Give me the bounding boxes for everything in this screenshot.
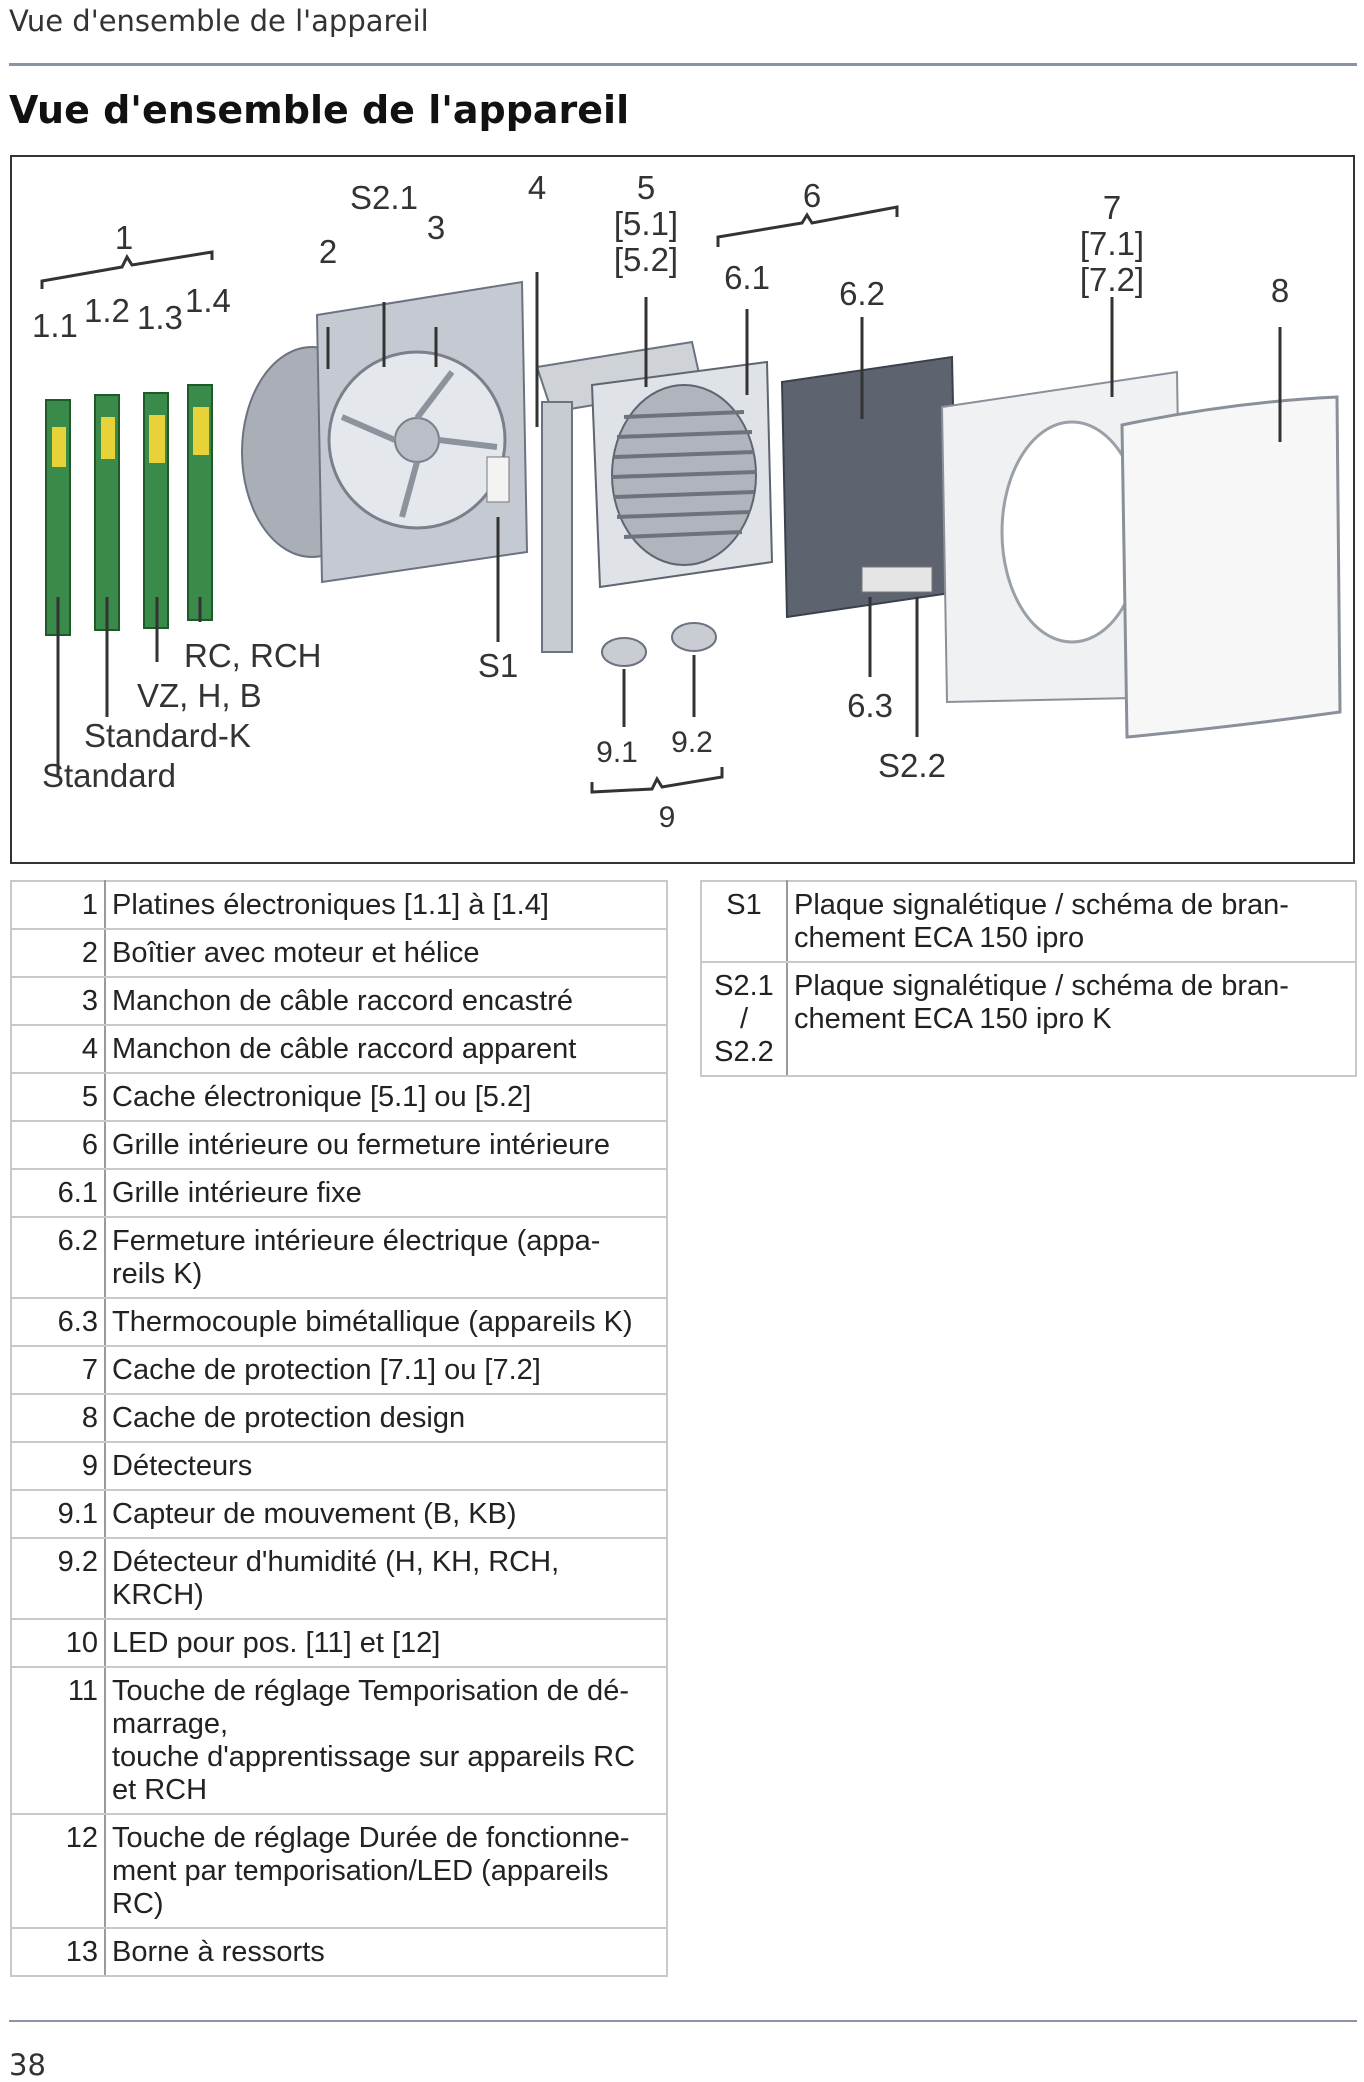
legend-item-description: Détecteur d'humidité (H, KH, RCH, KRCH) (105, 1538, 667, 1619)
legend-item-description: Grille intérieure fixe (105, 1169, 667, 1217)
label-5: 5 (636, 169, 656, 206)
legend-row (11, 1121, 667, 1169)
legend-item-number: S2.1 / S2.2 (701, 962, 787, 1076)
legend-row (11, 1928, 667, 1976)
legend-item-description: Touche de réglage Durée de fonctionne- ment par temporisation/LED (appareils RC) (105, 1814, 667, 1928)
legend-item-number: 9.2 (11, 1538, 105, 1619)
legend-row (701, 881, 1356, 962)
legend-item-description: Boîtier avec moteur et hélice (105, 929, 667, 977)
label-1-4: 1.4 (185, 282, 231, 319)
legend-item-number: 11 (11, 1667, 105, 1814)
legend-row (11, 1490, 667, 1538)
legend-row (701, 962, 1356, 1076)
label-vz-h-b: VZ, H, B (137, 677, 262, 714)
label-6-3: 6.3 (847, 687, 893, 724)
legend-row (11, 1619, 667, 1667)
legend-row (11, 977, 667, 1025)
legend-row (11, 1394, 667, 1442)
legend-item-description: Platines électroniques [1.1] à [1.4] (105, 881, 667, 929)
exploded-view-drawing (12, 157, 1353, 862)
page-title: Vue d'ensemble de l'appareil (9, 88, 630, 132)
legend-item-number: 6 (11, 1121, 105, 1169)
label-s2-2: S2.2 (878, 747, 946, 784)
legend-row (11, 1814, 667, 1928)
legend-item-description: Plaque signalétique / schéma de bran- chement ECA 150 ipro (787, 881, 1356, 962)
legend-row (11, 1298, 667, 1346)
legend-item-number: 10 (11, 1619, 105, 1667)
legend-item-description: Plaque signalétique / schéma de bran- chement ECA 150 ipro K (787, 962, 1356, 1076)
legend-item-number: 6.1 (11, 1169, 105, 1217)
legend-item-description: Capteur de mouvement (B, KB) (105, 1490, 667, 1538)
sensors-illustration (602, 623, 716, 666)
label-standard: Standard (42, 757, 176, 794)
legend-item-number: 13 (11, 1928, 105, 1976)
legend-table-left (10, 880, 668, 1977)
legend-row (11, 1346, 667, 1394)
label-9: 9 (658, 801, 676, 834)
label-7: 7 (1102, 189, 1122, 226)
legend-item-number: 3 (11, 977, 105, 1025)
footer-rule (9, 2020, 1357, 2022)
label-7-2: [7.2] (1079, 261, 1145, 298)
legend-item-number: 1 (11, 881, 105, 929)
label-6-2: 6.2 (839, 275, 885, 312)
legend-row (11, 1538, 667, 1619)
legend-item-description: Manchon de câble raccord encastré (105, 977, 667, 1025)
label-9-1: 9.1 (596, 736, 638, 769)
legend-item-number: 9.1 (11, 1490, 105, 1538)
label-7-1: [7.1] (1079, 225, 1145, 262)
label-5-2: [5.2] (613, 241, 679, 278)
legend-item-number: 4 (11, 1025, 105, 1073)
page-number: 38 (9, 2048, 46, 2082)
legend-row (11, 1217, 667, 1298)
label-1-3: 1.3 (137, 299, 183, 336)
legend-item-number: 6.2 (11, 1217, 105, 1298)
legend-row (11, 1073, 667, 1121)
legend-item-description: Borne à ressorts (105, 1928, 667, 1976)
legend-row (11, 1169, 667, 1217)
legend-item-number: 8 (11, 1394, 105, 1442)
label-8: 8 (1270, 272, 1290, 309)
label-1: 1 (114, 219, 134, 256)
legend-item-number: 9 (11, 1442, 105, 1490)
label-s1: S1 (477, 647, 519, 684)
legend-table-right (700, 880, 1357, 1077)
legend-row (11, 1442, 667, 1490)
exploded-view-figure (10, 155, 1355, 864)
design-cover-illustration (1122, 397, 1340, 737)
legend-item-number: 7 (11, 1346, 105, 1394)
legend-item-number: 12 (11, 1814, 105, 1928)
legend-row (11, 1025, 667, 1073)
legend-item-number: 6.3 (11, 1298, 105, 1346)
legend-item-number: S1 (701, 881, 787, 962)
legend-item-description: Touche de réglage Temporisation de dé- marrage, touche d'apprentissage sur appareils RC et RCH (105, 1667, 667, 1814)
label-5-1: [5.1] (613, 205, 679, 242)
legend-item-description: Cache électronique [5.1] ou [5.2] (105, 1073, 667, 1121)
label-6-1: 6.1 (724, 259, 770, 296)
legend-item-description: Manchon de câble raccord apparent (105, 1025, 667, 1073)
label-4: 4 (527, 169, 547, 206)
electric-closure-illustration (782, 357, 957, 617)
label-9-2: 9.2 (671, 726, 713, 759)
legend-row (11, 929, 667, 977)
label-rc-rch: RC, RCH (184, 637, 322, 674)
inner-grille-illustration (592, 362, 772, 587)
legend-item-description: Grille intérieure ou fermeture intérieure (105, 1121, 667, 1169)
label-standard-k: Standard-K (84, 717, 251, 754)
legend-row (11, 1667, 667, 1814)
label-3: 3 (426, 209, 446, 246)
running-header: Vue d'ensemble de l'appareil (9, 4, 429, 38)
label-2: 2 (318, 233, 338, 270)
legend-item-description: Thermocouple bimétallique (appareils K) (105, 1298, 667, 1346)
legend-item-description: Cache de protection design (105, 1394, 667, 1442)
legend-item-description: LED pour pos. [11] et [12] (105, 1619, 667, 1667)
label-1-2: 1.2 (84, 292, 130, 329)
header-rule (9, 63, 1357, 66)
legend-item-description: Cache de protection [7.1] ou [7.2] (105, 1346, 667, 1394)
label-s2-1: S2.1 (350, 179, 418, 216)
legend-item-number: 5 (11, 1073, 105, 1121)
legend-row (11, 881, 667, 929)
electronic-boards-illustration (46, 385, 212, 635)
legend-item-description: Fermeture intérieure électrique (appa- reils K) (105, 1217, 667, 1298)
label-6: 6 (802, 177, 822, 214)
label-1-1: 1.1 (32, 307, 78, 344)
legend-item-description: Détecteurs (105, 1442, 667, 1490)
legend-item-number: 2 (11, 929, 105, 977)
